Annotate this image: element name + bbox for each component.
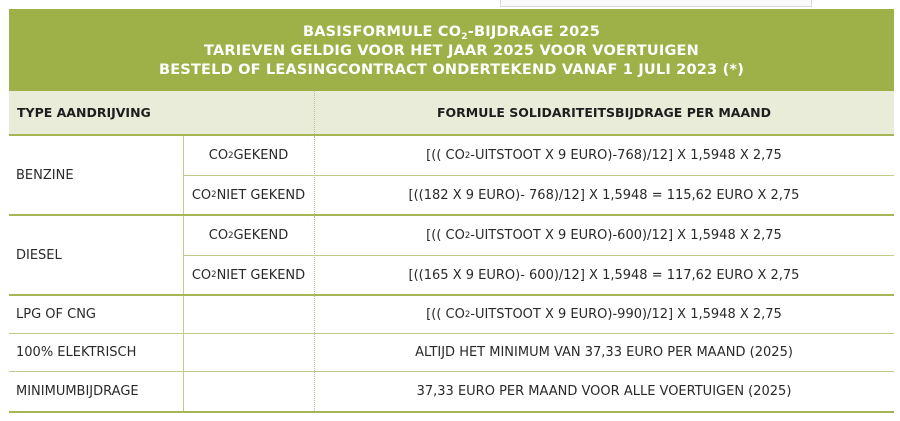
row-minimum (9, 372, 894, 413)
row-benzine (9, 136, 894, 216)
row-diesel (9, 216, 894, 296)
top-strip (0, 0, 900, 9)
electric-formula: ALTIJD HET MINIMUM VAN 37,33 EURO PER MAAND (2025) (415, 345, 793, 360)
diesel-co2-unknown-formula: [((165 X 9 EURO)- 600)/12] X 1,5948 = 117,62 EURO X 2,75 (408, 267, 800, 283)
partial-element (500, 0, 812, 7)
minimum-formula: 37,33 EURO PER MAAND VOOR ALLE VOERTUIGEN (2025) (416, 384, 792, 399)
type-electric: 100% ELEKTRISCH (16, 345, 137, 360)
type-diesel: DIESEL (16, 247, 62, 263)
diesel-co2-known-formula: [(( CO 2 -UITSTOOT X 9 EURO)-600)/12] X 1,5948 X 2,75 (426, 228, 782, 243)
table-title (9, 9, 894, 91)
title-line-2: TARIEVEN GELDIG VOOR HET JAAR 2025 VOOR VOERTUIGEN (203, 43, 699, 59)
benzine-co2-known-formula: [(( CO 2 -UITSTOOT X 9 EURO)-768)/12] X 1,5948 X 2,75 (426, 148, 782, 163)
title-line-1: BASISFORMULE $CO_2$-BIJDRAGE 2025 (302, 24, 601, 42)
benzine-co2-unknown-formula: [((182 X 9 EURO)- 768)/12] X 1,5948 = 115,62 EURO X 2,75 (408, 187, 800, 203)
header-type: TYPE AANDRIJVING (17, 105, 151, 120)
diesel-co2-unknown-label: CO 2 NIET GEKEND (191, 267, 306, 283)
title-line-3: BESTELD OF LEASINGCONTRACT ONDERTEKEND VANAF 1 JULI 2023 (*) (158, 62, 745, 78)
header-formula: FORMULE SOLIDARITEITSBIJDRAGE PER MAAND (436, 105, 771, 120)
row-electric (9, 334, 894, 372)
diesel-co2-known-label: CO 2 GEKEND (208, 228, 289, 243)
table-header (9, 91, 894, 136)
benzine-co2-known-label: CO 2 GEKEND (208, 148, 289, 163)
benzine-co2-unknown-label: CO 2 NIET GEKEND (191, 187, 306, 203)
type-minimum: MINIMUMBIJDRAGE (16, 384, 139, 399)
type-lpg: LPG OF CNG (16, 307, 97, 322)
lpg-formula: [(( CO 2 -UITSTOOT X 9 EURO)-990)/12] X 1,5948 X 2,75 (426, 307, 782, 322)
row-lpg (9, 296, 894, 334)
type-benzine: BENZINE (16, 167, 74, 183)
